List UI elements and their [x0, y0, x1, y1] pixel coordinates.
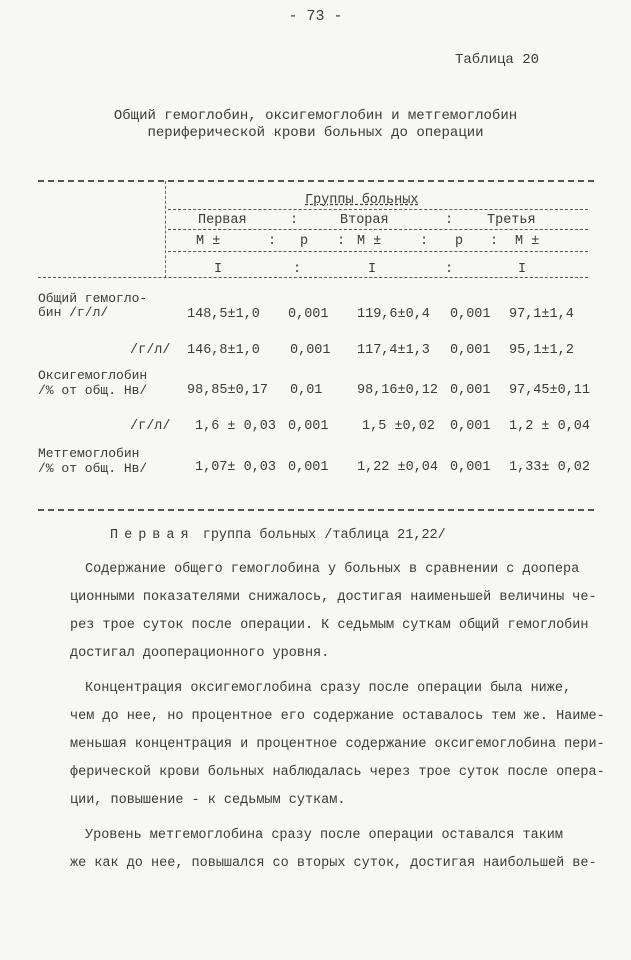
col-num-1: I: [214, 262, 223, 277]
table-caption-line-2: периферической крови больных до операции: [147, 125, 484, 141]
paragraph-line: ферической крови больных наблюдалась через трое суток после опера-: [70, 765, 605, 780]
row-label: /г/л/: [130, 419, 171, 434]
table-top-rule: [38, 180, 594, 182]
header-sep: :: [490, 234, 499, 249]
table-label: Таблица 20: [454, 52, 539, 68]
paragraph-line: же как до нее, повышался со вторых суток, достигая наибольшей ве-: [70, 856, 597, 871]
cell-m1: 1,6 ± 0,03: [195, 419, 277, 434]
cell-p2: 0,001: [450, 419, 491, 434]
page-number: - 73 -: [288, 8, 343, 25]
cell-m1: 148,5±1,0: [187, 307, 260, 322]
section-heading-rest: группа больных /таблица 21,22/: [202, 528, 446, 543]
cell-m2: 117,4±1,3: [357, 343, 430, 358]
cell-p2: 0,001: [450, 307, 491, 322]
cell-m3: 95,1±1,2: [509, 343, 574, 358]
row-label: /% от общ. Нв/: [38, 383, 148, 398]
paragraph-line: меньшая концентрация и процентное содержание оксигемоглобина пери-: [70, 737, 605, 752]
cell-p1: 0,01: [290, 383, 323, 398]
cell-p1: 0,001: [288, 460, 329, 475]
paragraph-line: Концентрация оксигемоглобина сразу после операции была ниже,: [85, 681, 572, 696]
row-label: Метгемоглобин: [38, 446, 140, 461]
header-sep: :: [445, 262, 454, 277]
row-label: бин /г/л/: [38, 305, 109, 320]
table-bottom-rule: [38, 509, 594, 511]
cell-p1: 0,001: [288, 419, 329, 434]
row-label: /г/л/: [130, 343, 171, 358]
header-rule-3: [168, 251, 588, 252]
sub-p-1: р: [300, 234, 309, 249]
sub-m-1: М ±: [196, 234, 221, 249]
sub-p-2: р: [455, 234, 464, 249]
header-sep: :: [290, 213, 299, 228]
paragraph-line: рез трое суток после операции. К седьмым суткам общий гемоглобин: [70, 618, 589, 633]
row-label: /% от общ. Нв/: [38, 461, 148, 476]
row-label: Оксигемоглобин: [38, 368, 148, 383]
section-heading-spaced: Первая: [110, 528, 195, 543]
paragraph-line: ционными показателями снижалось, достигая наименьшей величины че-: [70, 590, 597, 605]
group-second: Вторая: [340, 213, 389, 228]
group-first: Первая: [198, 213, 247, 228]
header-sep: :: [293, 262, 302, 277]
cell-m3: 1,33± 0,02: [509, 460, 591, 475]
cell-p2: 0,001: [450, 343, 491, 358]
paragraph-line: чем до нее, но процентное его содержание оставалось тем же. Наиме-: [70, 709, 605, 724]
header-bottom-rule: [38, 277, 588, 278]
row-label: Общий гемогло-: [38, 291, 148, 306]
group-header: Группы больных: [305, 193, 419, 208]
col-num-3: I: [518, 262, 527, 277]
paragraph-line: достигал дооперационного уровня.: [70, 646, 330, 661]
table-stub-divider: [165, 181, 166, 278]
group-third: Третья: [487, 213, 536, 228]
sub-m-3: М ±: [515, 234, 540, 249]
cell-p2: 0,001: [450, 460, 491, 475]
sub-m-2: М ±: [357, 234, 382, 249]
cell-m2: 119,6±0,4: [357, 307, 430, 322]
header-rule-2: [168, 229, 588, 230]
cell-p2: 0,001: [450, 383, 491, 398]
cell-m1: 98,85±0,17: [187, 383, 269, 398]
cell-p1: 0,001: [288, 307, 329, 322]
header-sep: :: [337, 234, 346, 249]
paragraph-line: Содержание общего гемоглобина у больных в сравнении с доопера: [85, 562, 580, 577]
cell-m3: 97,1±1,4: [509, 307, 574, 322]
cell-m2: 1,22 ±0,04: [357, 460, 439, 475]
table-caption-line-1: Общий гемоглобин, оксигемоглобин и метгемоглобин: [113, 108, 518, 124]
cell-p1: 0,001: [290, 343, 331, 358]
header-rule-1: [168, 209, 588, 210]
cell-m3: 97,45±0,11: [509, 383, 591, 398]
header-sep: :: [268, 234, 277, 249]
cell-m1: 1,07± 0,03: [195, 460, 277, 475]
cell-m3: 1,2 ± 0,04: [509, 419, 591, 434]
section-heading: [110, 528, 631, 543]
cell-m2: 1,5 ±0,02: [362, 419, 435, 434]
header-sep: :: [445, 213, 454, 228]
col-num-2: I: [368, 262, 377, 277]
paragraph-line: Уровень метгемоглобина сразу после операции оставался таким: [85, 828, 563, 843]
header-sep: :: [420, 234, 429, 249]
cell-m1: 146,8±1,0: [187, 343, 260, 358]
cell-m2: 98,16±0,12: [357, 383, 439, 398]
paragraph-line: ции, повышение - к седьмым суткам.: [70, 793, 346, 808]
